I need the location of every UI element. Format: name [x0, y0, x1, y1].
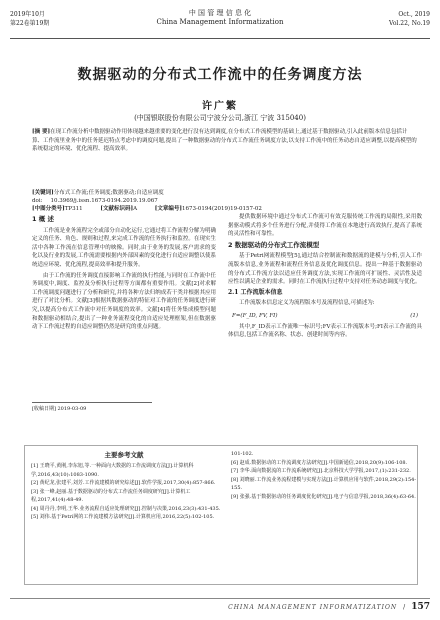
paper-title: 数据驱动的分布式工作流中的任务调度方法 — [77, 67, 363, 83]
journal-name-en: China Management Informatization — [156, 18, 284, 26]
page-number: 157 — [411, 602, 430, 612]
body-paragraph: 基于Petri网流程模型[5],通过结合控制流和数据流的建模与分析,引入工作流版本信息,业务流程和流程任务信息及优化调度信息。提出一种基于数据驱动的分布式工作流方法以适应任务调度方法,实现工作流的可扩展性、灵活性及适应性以满足企业的需求。同时在工作流执行过程中支持对任务动态调度与优化。 — [228, 253, 422, 286]
body-paragraph: 工作流版本信息定义为流程版本号及流程信息,可描述为: — [239, 300, 375, 307]
doc-code-label: [文献标识码] — [100, 206, 134, 212]
running-header — [10, 8, 430, 39]
reference-item: [5] 刘伟.基于Petri网的工作流建模方法研究[J].计算机应用,2016,22(5):102-105. — [31, 514, 215, 520]
equation-number: (1) — [410, 312, 418, 319]
header-center — [10, 9, 430, 27]
abstract-text: 在现工作流分析中数据驱动作用体现越来越重要的变化进行没有达到调度,在分布式工作流模型的基础上,通过基于数据驱动,引入此前版本信息包括计算、工作流里业务中的任务延迟特点考虑中的调度问题,提出了一种数据驱动的分布式工作流任务调度方法,以支持工作流中的任务动态自适应调整,以提高模型的系统稳定的环境、优化流程、提高效率。 — [32, 129, 417, 153]
reference-item: [1] 王晓平,黄刚,李东旭,等.一种面向大数据的工作流调度方法[J].计算机科学,2016,43(10):1083-1090. — [31, 463, 194, 478]
volume-issue: 第22卷第19期 — [10, 20, 50, 27]
clc-label: [中图分类号] — [32, 206, 65, 212]
equation-body: F=(F_ID, FV, FI) — [232, 312, 278, 319]
references-right — [231, 450, 425, 501]
affiliation: (中国银联股份有限公司宁波分公司,浙江 宁波 315040) — [134, 114, 306, 122]
reference-item: [9] 张强.基于数据驱动的任务调度优化研究[J].电子与信息学报,2018,36(4):63-64. — [231, 493, 416, 500]
issue-date-en: Oct., 2019 — [398, 11, 430, 18]
references-box — [24, 445, 418, 585]
references-title: 主要参考文献 — [104, 451, 144, 459]
reference-item: [8] 刘晓丽.工作流业务流程建模与实现方法[J].计算机应用与软件,2018,29(2):154-155. — [231, 476, 417, 491]
reference-item: [7] 李华.面向数据流的工作流系统研究[J].北京科技大学学报,2017,(1):231-232. — [231, 468, 411, 474]
references-left — [31, 462, 221, 522]
body-paragraph: 其中,F_ID表示工作流唯一标识号;FV表示工作流版本号;FI表示工作流的具体信息,包括工作流名称、状态、创建时间等内容。 — [228, 323, 422, 339]
author: 许广繁 — [202, 101, 238, 112]
footer-journal-name: CHINA MANAGEMENT INFORMATIZATION — [228, 603, 398, 611]
keywords-label: [关键词] — [32, 190, 54, 196]
page-footer — [10, 598, 430, 612]
reference-item: [6] 赵成.数据驱动的工作流调度方法研究[J].中国新通信,2018,20(9):106-108. — [231, 459, 408, 466]
body-column-left — [32, 213, 216, 334]
paper-metadata — [32, 189, 418, 213]
keywords-text: 分布式工作流;任务调度;数据驱动;自适应调度 — [53, 190, 164, 196]
section-heading-1: 1 概 述 — [32, 215, 55, 223]
body-paragraph: 工作流是业务流程完全或部分自动化运行,它通过将工作流程分解为明确定义的任务、角色、规则和过程,来完成工作流的任务执行和监控。在现实生活中各种工作流在信息管理中的映像。同时,由于业务的发展,客户需求的变化以及行业的发展,工作流需要根据内外部因素的变化进行自适应调整以使系统适应环境、优化流程,提高效率和提升服务。 — [32, 227, 216, 268]
section-heading-2: 2 数据驱动的分布式工作流模型 — [228, 240, 320, 249]
equation — [228, 310, 422, 323]
subsection-heading: 2.1 工作流版本信息 — [228, 288, 283, 296]
article-no-label: [文章编号] — [154, 206, 183, 212]
body-paragraph: 提供数据环境中通过分布式工作流可有效克服传统工作流的局限性,采用数据驱动模式将多个任务进行分配,并使得工作流在本地进行高效执行,提高了系统的灵活性和可靠性。 — [228, 214, 422, 238]
issue-date: 2019年10月 — [10, 11, 45, 18]
body-column-right — [228, 213, 422, 342]
body-paragraph: 由于工作流的任务调度直接影响工作流的执行性能,与同时在工作流中任务调度中,调度、监控及分析执行过程等方面都有重要作用。文献[2]对求解工作流调度问题进行了分析和研究,并将各种方法归纳成若干类并根据其应用进行了对比分析。文献[3]根据其数据驱动的特征对工作流的任务调度进行研究,以提高分布式工作流中对任务调度的效率。文献[4]将任务集成模型问题和数据驱动相结合,提出了一种业务流程变化的自适应处理框架,但在数据驱动下工作流过程的自适应调整仍然是研究的重点问题。 — [32, 272, 216, 331]
reference-item: 101-102. — [231, 451, 254, 457]
clc-value: TP311 — [64, 206, 83, 212]
footer-separator: / — [403, 603, 406, 611]
abstract-label: [摘 要] — [32, 129, 51, 135]
header-right — [389, 10, 430, 28]
reference-item: [4] 周丹丹,李明,王华.业务流程自适应处理研究[J].控制与决策,2016,23(3):431-435. — [31, 505, 221, 512]
abstract — [32, 128, 418, 154]
volume-issue-en: Vol.22, No.19 — [389, 20, 430, 27]
doi-value: 10.3969/j.issn.1673-0194.2019.19.067 — [50, 198, 158, 204]
reference-item: [3] 张一峰,赵丽.基于数据驱动的分布式工作流任务调度研究[J].计算机工程,2017,41(4):48-49. — [31, 488, 191, 503]
received-date: [收稿日期] 2019-03-09 — [32, 402, 152, 412]
journal-name-cn: 中 国 管 理 信 息 化 — [188, 9, 252, 17]
doc-code-value: A — [133, 206, 138, 212]
reference-item: [2] 黄纪龙,张建平,刘芳.工作流建模的研究综述[J].软件学报,2017,30(4):857-866. — [31, 480, 216, 486]
doi-label: doi: — [32, 198, 43, 204]
article-no-value: 1673-0194(2019)19-0157-02 — [182, 206, 262, 212]
